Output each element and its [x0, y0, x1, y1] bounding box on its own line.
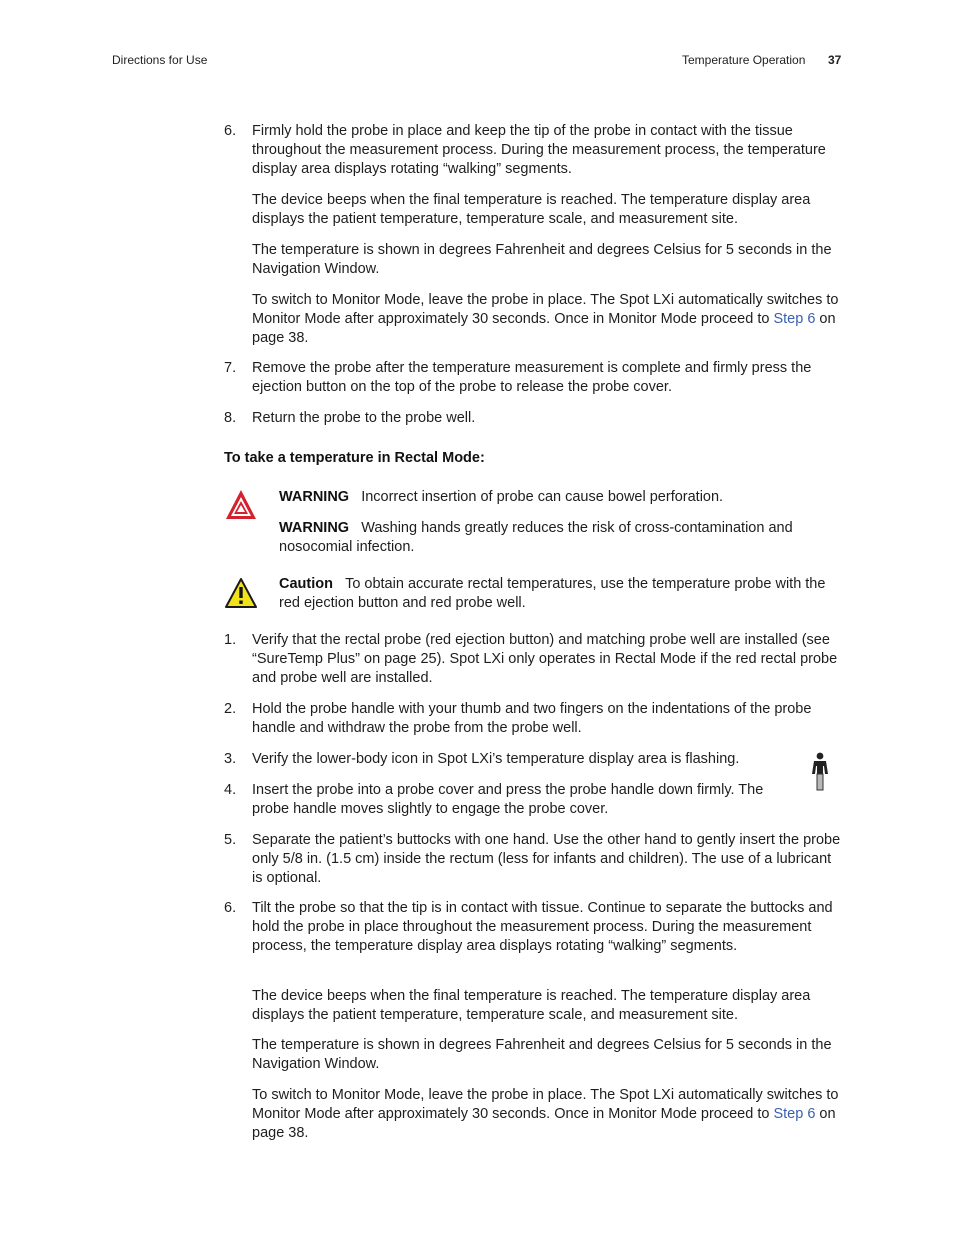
paragraph-text: To switch to Monitor Mode, leave the probe in place. The Spot LXi automatically switches to Monitor Mode after approximately 30 seconds. Once in Monitor Mode proceed to: [252, 1087, 839, 1122]
step-text: Return the probe to the probe well.: [252, 410, 476, 426]
step-number: 2.: [224, 701, 237, 717]
caution-note: [279, 575, 844, 613]
step-text: Firmly hold the probe in place and keep the tip of the probe in contact with the tissue throughout the measurement process. During the measurement process, the temperature display area displays rotating “walking” segments.: [252, 123, 826, 177]
warning-hands: [279, 519, 844, 557]
step-number: 5.: [224, 832, 237, 848]
step-6-link[interactable]: Step 6: [773, 311, 816, 327]
paragraph-monitor-mode: [252, 291, 844, 348]
paragraph-final-temp: The device beeps when the final temperature is reached. The temperature display area displays the patient temperature, temperature scale, and measurement site.: [252, 192, 811, 227]
step-number: 6.: [224, 900, 237, 916]
paragraph-text: on page 38.: [252, 311, 836, 346]
step-number: 4.: [224, 782, 237, 798]
caution-label: Caution: [279, 576, 333, 592]
paragraph-text: on page 38.: [252, 1106, 836, 1141]
warning-text: Washing hands greatly reduces the risk of cross-contamination and nosocomial infection.: [279, 520, 793, 555]
step-text: Remove the probe after the temperature measurement is complete and firmly press the ejection button on the top of the probe to release the probe cover.: [252, 360, 812, 395]
lower-body-icon: [810, 752, 830, 792]
caution-text: To obtain accurate rectal temperatures, use the temperature probe with the red ejection button and red probe well.: [279, 576, 826, 611]
warning-label: WARNING: [279, 489, 350, 505]
running-header-section: Temperature Operation: [682, 53, 806, 67]
step-text: Tilt the probe so that the tip is in contact with tissue. Continue to separate the buttocks and hold the probe in place throughout the measurement process. During the measurement process, the temperature display area displays rotating “walking” segments.: [252, 900, 833, 954]
step-text: Insert the probe into a probe cover and press the probe handle down firmly. The probe handle moves slightly to engage the probe cover.: [252, 782, 764, 817]
paragraph-shown: The temperature is shown in degrees Fahrenheit and degrees Celsius for 5 seconds in the Navigation Window.: [252, 1037, 832, 1072]
section-heading: To take a temperature in Rectal Mode:: [224, 450, 485, 466]
page-number: 37: [828, 53, 842, 67]
paragraph-shown: The temperature is shown in degrees Fahrenheit and degrees Celsius for 5 seconds in the Navigation Window.: [252, 242, 832, 277]
step-number: 3.: [224, 751, 237, 767]
warning-label: WARNING: [279, 520, 350, 536]
step-text: Separate the patient’s buttocks with one hand. Use the other hand to gently insert the probe only 5/8 in. (1.5 cm) inside the rectum (less for infants and children). The use of a lubricant is optional.: [252, 832, 841, 886]
warning-text: Incorrect insertion of probe can cause bowel perforation.: [361, 489, 724, 505]
step-text: Hold the probe handle with your thumb and two fingers on the indentations of the probe handle and withdraw the probe from the probe well.: [252, 701, 812, 736]
warning-bowel: [279, 488, 844, 507]
step-text: Verify that the rectal probe (red ejection button) and matching probe well are installed (see “SureTemp Plus” on page 25). Spot LXi only operates in Rectal Mode if the red rectal probe and probe well are installed.: [252, 632, 838, 686]
step-number: 6.: [224, 123, 237, 139]
step-number: 1.: [224, 632, 237, 648]
step-number: 8.: [224, 410, 237, 426]
step-number: 7.: [224, 360, 237, 376]
running-header-title: Directions for Use: [112, 53, 208, 67]
paragraph-text: To switch to Monitor Mode, leave the probe in place. The Spot LXi automatically switches to Monitor Mode after approximately 30 seconds. Once in Monitor Mode proceed to: [252, 292, 839, 327]
paragraph-monitor-mode: [252, 1086, 844, 1143]
caution-triangle-icon: [224, 577, 258, 609]
step-6-link[interactable]: Step 6: [773, 1106, 816, 1122]
paragraph-final-temp: The device beeps when the final temperature is reached. The temperature display area displays the patient temperature, temperature scale, and measurement site.: [252, 988, 811, 1023]
warning-triangle-icon: [224, 488, 258, 522]
step-text: Verify the lower-body icon in Spot LXi’s temperature display area is flashing.: [252, 751, 740, 767]
